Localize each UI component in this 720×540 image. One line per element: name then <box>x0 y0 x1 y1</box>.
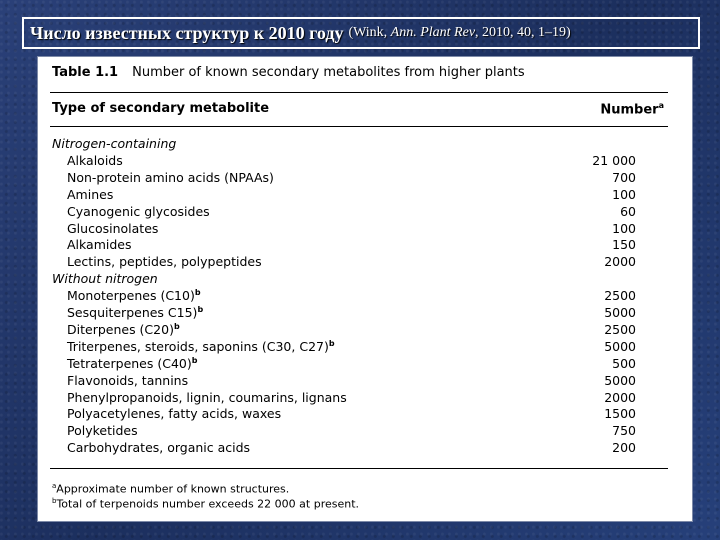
metabolite-name <box>67 373 188 388</box>
metabolite-count: 700 <box>612 169 636 185</box>
metabolite-count: 1500 <box>604 406 636 422</box>
metabolite-name <box>67 204 210 219</box>
metabolite-name <box>67 237 132 252</box>
group-name: Without nitrogen <box>52 271 158 287</box>
table-row <box>38 187 694 204</box>
metabolite-label: Diterpenes (C20) <box>67 322 174 338</box>
metabolite-name <box>67 153 123 168</box>
table-row <box>38 170 694 187</box>
metabolite-name <box>67 406 281 421</box>
metabolite-count: 500 <box>612 355 636 371</box>
metabolite-label: Flavonoids, tannins <box>67 372 189 388</box>
footnote-mark: b <box>52 497 57 505</box>
metabolite-label: Monoterpenes (C10) <box>67 288 195 304</box>
metabolite-label: Triterpenes, steroids, saponins (C30, C27) <box>67 338 329 354</box>
footnote-mark: a <box>52 482 57 490</box>
table-row <box>38 373 694 390</box>
metabolite-count: 2000 <box>604 389 636 405</box>
metabolite-name <box>67 187 113 202</box>
table-caption-text: Number of known secondary metabolites from higher plants <box>132 65 525 80</box>
footnote-ref: b <box>197 305 204 314</box>
metabolite-label: Carbohydrates, organic acids <box>67 440 251 456</box>
footnote-ref: b <box>328 338 335 348</box>
table-row <box>38 390 694 407</box>
metabolite-name <box>67 440 250 455</box>
footnote-text: Total of terpenoids number exceeds 22 000 at present. <box>56 497 360 511</box>
table-row <box>38 406 694 423</box>
metabolite-name <box>67 288 201 303</box>
metabolite-label: Cyanogenic glycosides <box>67 203 210 219</box>
citation-journal: Ann. Plant Rev <box>390 25 476 40</box>
group-name: Nitrogen-containing <box>52 136 177 151</box>
metabolite-count: 100 <box>612 186 636 202</box>
metabolite-name <box>67 423 138 438</box>
table-label: Table 1.1 <box>52 65 119 80</box>
table-row <box>38 221 694 238</box>
metabolite-count: 5000 <box>604 338 636 354</box>
table-row <box>38 339 694 356</box>
group-header <box>38 271 694 288</box>
slide-title <box>22 17 700 49</box>
metabolite-count: 200 <box>612 440 636 456</box>
footnote-ref: b <box>191 355 198 365</box>
metabolite-name <box>67 170 274 185</box>
metabolite-count: 100 <box>612 220 636 236</box>
metabolite-count: 2500 <box>604 321 636 337</box>
table-header-rule <box>50 126 668 127</box>
metabolite-count: 21 000 <box>592 152 636 168</box>
column-header-number-note: a <box>658 101 664 110</box>
table-row <box>38 356 694 373</box>
metabolite-name <box>67 322 180 337</box>
metabolite-label: Non-protein amino acids (NPAAs) <box>67 169 274 185</box>
metabolite-count: 5000 <box>604 372 636 388</box>
metabolite-label: Phenylpropanoids, lignin, coumarins, lignans <box>67 389 347 405</box>
table-figure <box>37 56 693 522</box>
citation-close: , 2010, 40, 1–19) <box>475 25 571 40</box>
metabolite-label: Alkamides <box>67 237 132 253</box>
footnote-ref: b <box>194 288 201 298</box>
metabolite-label: Sesquiterpenes C15) <box>67 305 198 321</box>
metabolite-name <box>67 254 262 269</box>
column-header-number-label: Number <box>600 102 659 118</box>
metabolite-label: Polyacetylenes, fatty acids, waxes <box>67 406 282 422</box>
column-header-type: Type of secondary metabolite <box>52 101 270 116</box>
metabolite-label: Lectins, peptides, polypeptides <box>67 254 262 270</box>
metabolite-count: 5000 <box>604 305 636 320</box>
table-row <box>38 440 694 457</box>
table-row <box>38 423 694 440</box>
footnote-a <box>52 482 289 496</box>
footnote-b <box>52 497 359 511</box>
metabolite-count: 150 <box>612 237 636 253</box>
table-row <box>38 153 694 170</box>
metabolite-name <box>67 339 335 354</box>
table-row <box>38 322 694 339</box>
table-row <box>38 254 694 271</box>
table-bottom-rule <box>50 468 668 469</box>
slide-title-main: Число известных структур к 2010 году <box>30 22 344 43</box>
footnote-ref: b <box>173 321 180 331</box>
citation <box>348 25 570 41</box>
metabolite-count: 60 <box>620 203 636 219</box>
metabolite-label: Alkaloids <box>67 152 123 168</box>
group-header <box>38 136 694 153</box>
table-top-rule <box>50 92 668 93</box>
metabolite-count: 750 <box>612 423 636 439</box>
table-row <box>38 305 694 322</box>
footnote-text: Approximate number of known structures. <box>56 482 290 496</box>
metabolite-label: Glucosinolates <box>67 220 159 236</box>
metabolite-name <box>67 221 158 236</box>
metabolite-name <box>67 305 203 320</box>
citation-open: (Wink, <box>348 25 391 40</box>
metabolite-count: 2500 <box>604 288 636 304</box>
metabolite-name <box>67 390 347 405</box>
metabolite-label: Tetraterpenes (C40) <box>67 355 192 371</box>
table-row <box>38 288 694 305</box>
metabolite-count: 2000 <box>604 254 636 270</box>
table-row <box>38 204 694 221</box>
column-header-number <box>600 101 664 117</box>
metabolite-label: Polyketides <box>67 423 138 439</box>
table-caption <box>52 65 525 80</box>
metabolite-label: Amines <box>67 186 114 202</box>
metabolite-name <box>67 356 197 371</box>
table-row <box>38 237 694 254</box>
